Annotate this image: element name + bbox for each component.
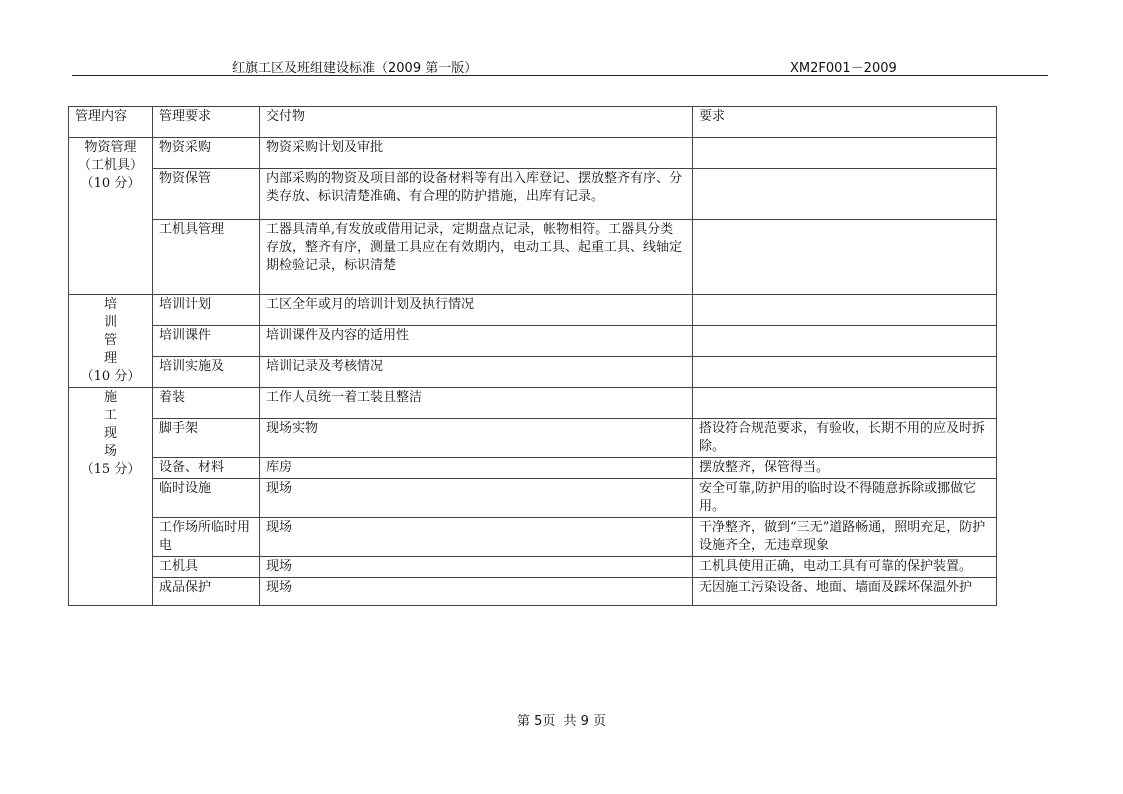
deliverable-cell: 工作人员统一着工装且整洁 (260, 388, 693, 419)
spec-cell (693, 357, 997, 388)
spec-cell (693, 220, 997, 295)
table-row (69, 578, 997, 606)
requirement-cell: 设备、材料 (153, 458, 260, 479)
column-header: 管理内容 (69, 107, 153, 138)
table-row (69, 220, 997, 295)
spec-cell: 搭设符合规范要求，有验收，长期不用的应及时拆除。 (693, 419, 997, 458)
deliverable-cell: 现场实物 (260, 419, 693, 458)
spec-cell: 工机具使用正确，电动工具有可靠的保护装置。 (693, 557, 997, 578)
deliverable-cell: 内部采购的物资及项目部的设备材料等有出入库登记、摆放整齐有序、分类存放、标识清楚准确、有合理的防护措施，出库有记录。 (260, 169, 693, 220)
spec-cell (693, 138, 997, 169)
header-rule (72, 75, 1048, 76)
requirement-cell: 培训实施及 (153, 357, 260, 388)
deliverable-cell: 现场 (260, 518, 693, 557)
category-cell-site: 施 工 现 场 （15 分） (69, 388, 153, 606)
requirement-cell: 培训计划 (153, 295, 260, 326)
spec-cell: 无因施工污染设备、地面、墙面及踩坏保温外护 (693, 578, 997, 606)
spec-cell (693, 388, 997, 419)
table-header-row (69, 107, 997, 138)
table-row (69, 458, 997, 479)
column-header: 管理要求 (153, 107, 260, 138)
requirement-cell: 成品保护 (153, 578, 260, 606)
page-total: 共 9 页 (563, 714, 607, 729)
table-row (69, 295, 997, 326)
spec-cell: 安全可靠,防护用的临时设不得随意拆除或挪做它用。 (693, 479, 997, 518)
category-cell-materials: 物资管理 （工机具） （10 分） (69, 138, 153, 295)
deliverable-cell: 物资采购计划及审批 (260, 138, 693, 169)
spec-cell: 摆放整齐，保管得当。 (693, 458, 997, 479)
column-header: 要求 (693, 107, 997, 138)
requirement-cell: 物资采购 (153, 138, 260, 169)
table-row (69, 169, 997, 220)
table-row (69, 388, 997, 419)
requirement-cell: 工机具管理 (153, 220, 260, 295)
spec-cell (693, 326, 997, 357)
table-row (69, 419, 997, 458)
table-row (69, 138, 997, 169)
deliverable-cell: 培训课件及内容的适用性 (260, 326, 693, 357)
deliverable-cell: 库房 (260, 458, 693, 479)
requirement-cell: 物资保管 (153, 169, 260, 220)
table-row (69, 326, 997, 357)
requirement-cell: 临时设施 (153, 479, 260, 518)
table-row (69, 518, 997, 557)
page-footer (0, 710, 1123, 729)
category-cell-training: 培 训 管 理 （10 分） (69, 295, 153, 388)
document-title: 红旗工区及班组建设标准（2009 第一版） (232, 61, 478, 76)
deliverable-cell: 现场 (260, 479, 693, 518)
table-row (69, 357, 997, 388)
deliverable-cell: 现场 (260, 578, 693, 606)
requirement-cell: 着装 (153, 388, 260, 419)
requirement-cell: 工机具 (153, 557, 260, 578)
page-number: 第 5页 (516, 714, 556, 729)
table-row (69, 557, 997, 578)
table-row (69, 479, 997, 518)
requirement-cell: 工作场所临时用电 (153, 518, 260, 557)
document-code: XM2F001－2009 (790, 61, 897, 76)
deliverable-cell: 工区全年或月的培训计划及执行情况 (260, 295, 693, 326)
requirement-cell: 培训课件 (153, 326, 260, 357)
requirement-cell: 脚手架 (153, 419, 260, 458)
deliverable-cell: 现场 (260, 557, 693, 578)
deliverable-cell: 工器具清单,有发放或借用记录，定期盘点记录，帐物相符。工器具分类存放，整齐有序，测量工具应在有效期内，电动工具、起重工具、线轴定期检验记录，标识清楚 (260, 220, 693, 295)
spec-cell (693, 295, 997, 326)
standards-table (68, 106, 997, 606)
spec-cell: 干净整齐，做到“三无”道路畅通，照明充足，防护设施齐全，无违章现象 (693, 518, 997, 557)
spec-cell (693, 169, 997, 220)
column-header: 交付物 (260, 107, 693, 138)
deliverable-cell: 培训记录及考核情况 (260, 357, 693, 388)
